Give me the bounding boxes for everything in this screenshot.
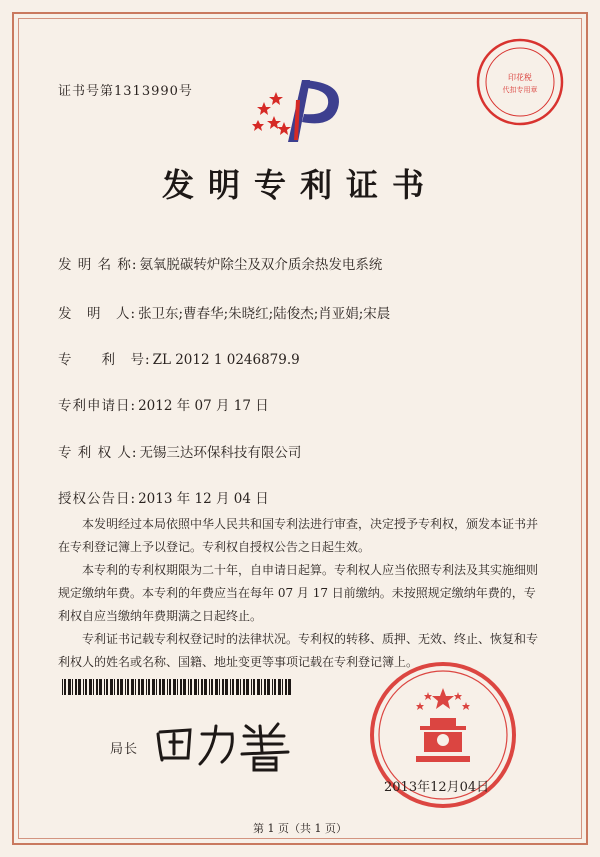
seal-date: 2013年12月04日 [384, 780, 490, 795]
page-number: 第 1 页（共 1 页） [253, 822, 347, 835]
filing-date-label: 专利申请日: [58, 398, 137, 414]
document-title: 发明专利证书 [161, 166, 438, 204]
invention-name: 氨氧脱碳转炉除尘及双介质余热发电系统 [139, 257, 383, 273]
svg-text:印花税: 印花税 [508, 73, 532, 82]
svg-text:代扣专用章: 代扣专用章 [502, 86, 538, 94]
inventors-label: 发 明 人: [58, 306, 137, 322]
filing-date: 2012 年 07 月 17 日 [138, 398, 269, 414]
filing-date-row [58, 394, 269, 414]
patent-number-label: 专 利 号: [58, 352, 151, 368]
inventors-row [58, 302, 390, 322]
patent-number-row [58, 348, 300, 368]
director-signature [150, 712, 310, 772]
grant-date-row [58, 487, 269, 507]
tax-stamp [474, 36, 566, 128]
inventors: 张卫东;曹春华;朱晓红;陆俊杰;肖亚娟;宋晨 [138, 306, 391, 322]
invention-name-label: 发 明 名 称: [58, 257, 138, 273]
director-label: 局长 [110, 742, 139, 757]
patentee: 无锡三达环保科技有限公司 [139, 445, 302, 461]
grant-date-label: 授权公告日: [58, 491, 137, 507]
patentee-label: 专 利 权 人: [58, 445, 138, 461]
patent-number: ZL 2012 1 0246879.9 [152, 352, 300, 368]
grant-date: 2013 年 12 月 04 日 [138, 491, 269, 507]
patentee-row [58, 441, 301, 461]
certificate-number: 证书号第1313990号 [58, 84, 193, 99]
invention-name-row [58, 253, 382, 273]
body-paragraph-2: 本专利的专利权期限为二十年，自申请日起算。专利权人应当依照专利法及其实施细则规定缴纳年费。本专利的年费应当在每年 07 月 17 日前缴纳。未按照规定缴纳年费的，专利权自应当缴纳年费期满之日起终止。 [58, 563, 539, 623]
body-paragraph-1: 本发明经过本局依照中华人民共和国专利法进行审查，决定授予专利权，颁发本证书并在专利登记簿上予以登记。专利权自授权公告之日起生效。 [58, 517, 539, 554]
body-paragraph-3: 专利证书记载专利权登记时的法律状况。专利权的转移、质押、无效、终止、恢复和专利权人的姓名或名称、国籍、地址变更等事项记载在专利登记簿上。 [58, 632, 539, 669]
certificate-body [58, 513, 544, 674]
patent-office-logo [250, 70, 360, 150]
barcode [62, 679, 292, 695]
